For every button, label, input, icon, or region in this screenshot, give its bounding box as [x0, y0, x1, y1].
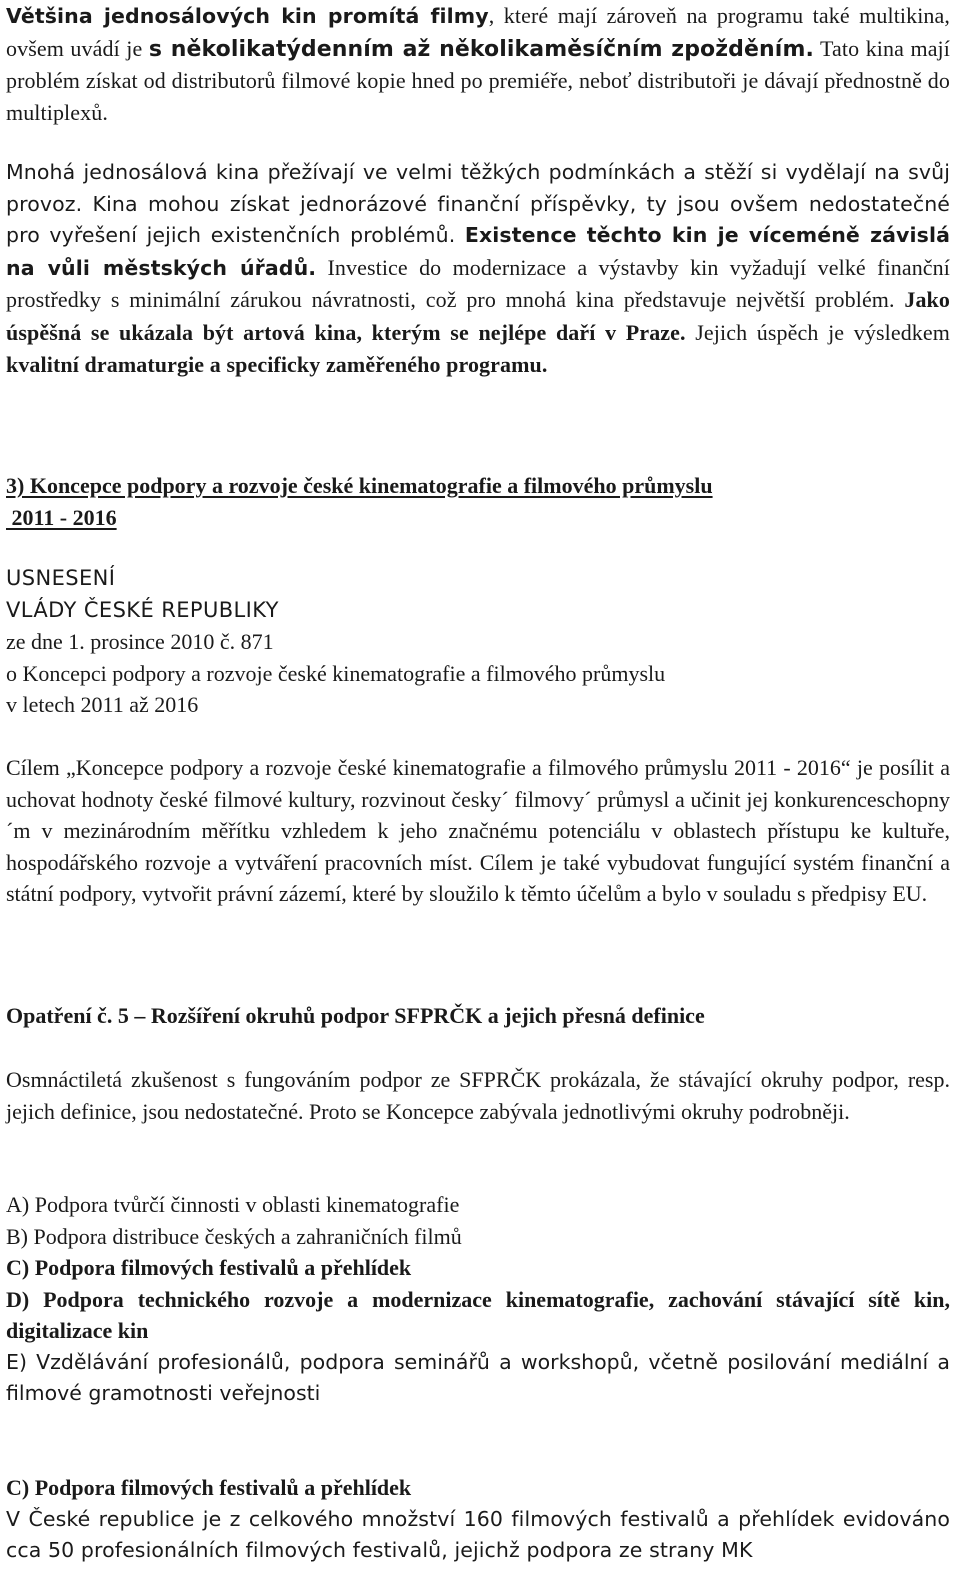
measure-5-heading: Opatření č. 5 – Rozšíření okruhů podpor SFPRČK a jejich přesná definice: [6, 1003, 705, 1028]
resolution-title: USNESENÍ: [6, 566, 116, 590]
list-item: C) Podpora filmových festivalů a přehlídek: [6, 1255, 412, 1280]
goal-text: Cílem „Koncepce podpory a rozvoje české kinematografie a filmového průmyslu 2011 - 2016“ je posílit a uchovat hodnoty české filmové kultury, rozvinout česky´ filmovy´ průmysl a učinit jej konkurenceschopny´m v mezinárodním měřítku vzhledem k jeho značnému potenciálu v oblastech přístupu ke kultuře, hospodářského rozvoje a vytváření pracovních míst. Cílem je také vybudovat fungující systém finanční a státní podpory, vytvořit právní zázemí, které by sloužilo k těmto účelům a bylo v souladu s předpisy EU.: [6, 755, 950, 906]
measure-5-section: [6, 1000, 950, 1032]
text-run: Tato kina mají problém získat od distributorů filmové kopie hned po premiéře, neboť distributoři je dávají přednostně do multiplexů.: [6, 35, 950, 125]
resolution-years: v letech 2011 až 2016: [6, 692, 199, 717]
section-3-heading-line2: 2011 - 2016: [6, 504, 117, 530]
list-item: A) Podpora tvůrčí činnosti v oblasti kinematografie: [6, 1192, 460, 1217]
bold-phrase: s několikatýdenním až několikaměsíčním zpožděním.: [148, 36, 814, 62]
support-areas-list: [6, 1189, 950, 1410]
resolution-government: VLÁDY ČESKÉ REPUBLIKY: [6, 597, 279, 622]
text-run: Jejich úspěch je výsledkem: [685, 319, 950, 345]
resolution-date: ze dne 1. prosince 2010 č. 871: [6, 629, 274, 654]
measure-5-paragraph-block: [6, 1064, 950, 1127]
text-run: Investice do modernizace a výstavby kin vyžadují velké finanční prostředky s minimální zárukou návratnosti, což pro mnohá kina představuje největší problém.: [6, 254, 950, 312]
resolution-subject: o Koncepci podpory a rozvoje české kinematografie a filmového průmyslu: [6, 660, 666, 686]
section-3-heading: [6, 470, 950, 533]
paragraph-single-screen-cinemas: [6, 0, 950, 128]
list-item: E) Vzdělávání profesionálů, podpora seminářů a workshopů, včetně posilování mediální a filmové gramotnosti veřejnosti: [6, 1349, 950, 1405]
bold-phrase: Většina jednosálových kin promítá filmy: [6, 4, 489, 28]
paragraph-concept-goal: [6, 752, 950, 910]
list-item: B) Podpora distribuce českých a zahraničních filmů: [6, 1223, 462, 1249]
paragraph-cinema-survival: [6, 157, 950, 382]
text-run: Mnohá jednosálová kina přežívají ve velmi těžkých podmínkách a stěží si vydělají na svůj provoz. Kina mohou získat jednorázové finanční příspěvky, ty jsou ovšem nedostatečné pro vyřešení jejich existenčních problémů.: [6, 160, 950, 247]
section-c: [6, 1472, 950, 1567]
bold-phrase: kvalitní dramaturgie a specificky zaměřeného programu.: [6, 352, 548, 377]
section-c-paragraph: V České republice je z celkového množství 160 filmových festivalů a přehlídek evidováno cca 50 profesionálních filmových festivalů, jejichž podpora ze strany MK: [6, 1506, 950, 1562]
measure-5-paragraph: Osmnáctiletá zkušenost s fungováním podpor ze SFPRČK prokázala, že stávající okruhy podpor, resp. jejich definice, jsou nedostatečné. Proto se Koncepce zabývala jednotlivými okruhy podrobněji.: [6, 1067, 950, 1124]
section-3-heading-line1: 3) Koncepce podpory a rozvoje české kinematografie a filmového průmyslu: [6, 473, 713, 498]
bold-phrase: Jako úspěšná se ukázala být artová kina, kterým se nejlépe daří v Praze.: [6, 287, 950, 345]
government-resolution: [6, 563, 950, 721]
bold-phrase: Existence těchto kin je víceméně závislá na vůli městských úřadů.: [6, 223, 951, 280]
list-item: D) Podpora technického rozvoje a modernizace kinematografie, zachování stávající sítě kin, digitalizace kin: [6, 1286, 950, 1343]
section-c-heading: C) Podpora filmových festivalů a přehlídek: [6, 1475, 412, 1500]
text-run: , které mají zároveň na programu také multikina, ovšem uvádí je: [6, 3, 950, 61]
